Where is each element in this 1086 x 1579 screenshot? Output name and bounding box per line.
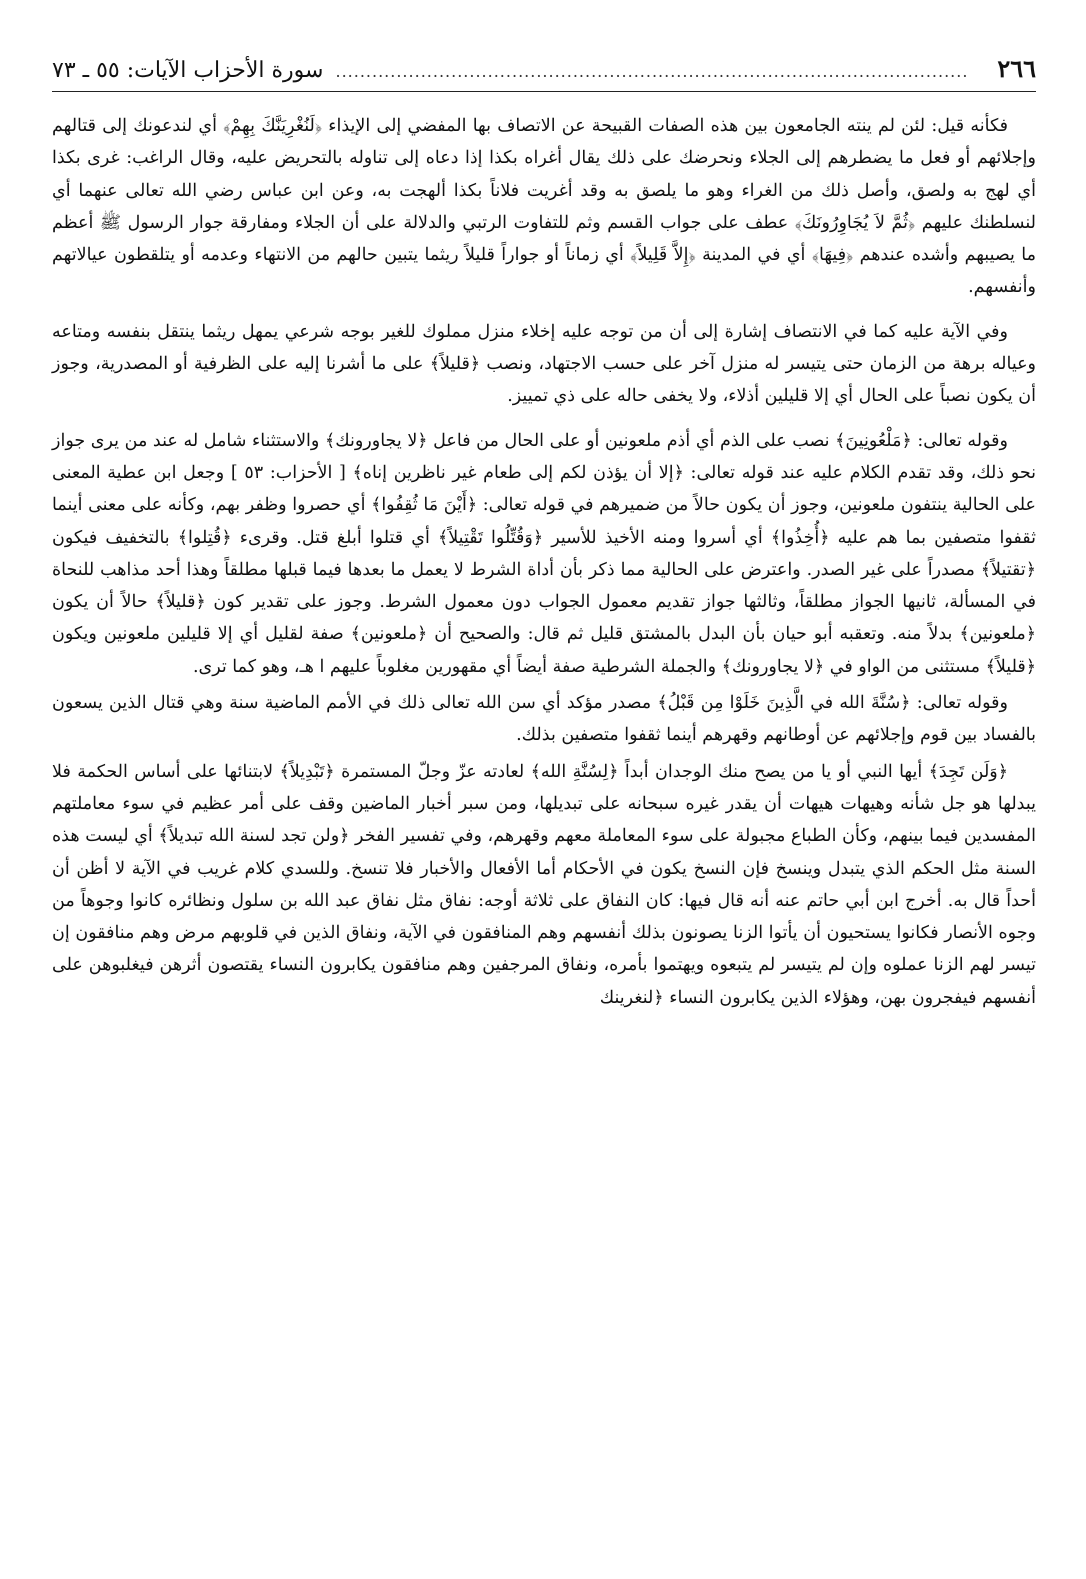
running-header <box>52 52 1036 92</box>
page <box>52 52 1036 1018</box>
paragraph-5: ﴿وَلَن تَجِدَ﴾ أيها النبي أو يا من يصح منك الوجدان أبداً ﴿لِسُنَّةِ الله﴾ لعادته عزّ وجلّ المستمرة ﴿تَبْدِيلاً﴾ لابتنائها على أساس الحكمة فلا يبدلها هو جل شأنه وهيهات هيهات أن يقدر غيره سبحانه على تبديلها، ومن سبر أخبار الماضين وقف على أمر عظيم في سوء معاملتهم المفسدين فيما بينهم، وكأن الطباع مجبولة على سوء المعاملة معهم وقهرهم، وفي تفسير الفخر ﴿ولن تجد لسنة الله تبديلاً﴾ أي ليست هذه السنة مثل الحكم الذي يتبدل وينسخ فإن النسخ يكون في الأحكام أما الأفعال والأخبار فلا تنسخ. وللسدي كلام غريب في الآية لا أظن أن أحداً قال به. أخرج ابن أبي حاتم عنه أنه قال فيها: كان النفاق على ثلاثة أوجه: نفاق مثل نفاق عبد الله بن سلول ونظائره كانوا وجوهاً من وجوه الأنصار فكانوا يستحيون أن يأتوا الزنا يصونون بذلك أنفسهم وهم المنافقون في الآية، ونفاق الذين في قلوبهم مرض وهم منافقون إن تيسر لهم الزنا عملوه وإن لم يتيسر لم يتبعوه ويهتموا بأمره، ونفاق المرجفين وهم منافقون يكابرون النساء يقتصون أثرهن فيغلبوهن على أنفسهم فيفجرون بهن، وهؤلاء الذين يكابرون النساء ﴿لنغرينك <box>52 761 1036 1008</box>
page-number: ٢٦٦ <box>997 54 1036 83</box>
running-title: سورة الأحزاب الآيات: ٥٥ ـ ٧٣ <box>52 58 324 83</box>
paragraph-1: فكأنه قيل: لئن لم ينته الجامعون بين هذه الصفات القبيحة عن الاتصاف بها المفضي إلى الإيذاء ﴿لَنُغْرِيَنَّكَ بِهِمْ﴾ أي لندعونك إلى قتالهم وإجلائهم أو فعل ما يضطرهم إلى الجلاء ونحرضك على ذلك يقال أغراه بكذا إذا دعاه إلى تناوله بالتحريض عليه، وقال الراغب: غرى بكذا أي لهج به ولصق، وأصل ذلك من الغراء وهو ما يلصق به وقد أغريت فلاناً بكذا ألهجت به، وعن ابن عباس رضي الله تعالى عنهما أي لنسلطنك عليهم ﴿ثُمَّ لاَ يُجَاوِرُونَكَ﴾ عطف على جواب القسم وثم للتفاوت الرتبي والدلالة على أن الجلاء ومفارقة جوار الرسول ﷺ أعظم ما يصيبهم وأشده عندهم ﴿فِيهَا﴾ أي في المدينة ﴿إِلاَّ قَلِيلاً﴾ أي زماناً أو جواراً قليلاً ريثما يتبين حالهم من الانتهاء وعدمه أو يتلقطون عيالاتهم وأنفسهم. <box>52 116 1036 298</box>
paragraph-2: وفي الآية عليه كما في الانتصاف إشارة إلى أن من توجه عليه إخلاء منزل مملوك للغير بوجه شرعي يمهل ريثما ينتقل بنفسه ومتاعه وعياله برهة من الزمان حتى يتيسر له منزل آخر على حسب الاجتهاد، ونصب ﴿قليلاً﴾ على ما أشرنا إليه على الظرفية أو المصدرية، وجوز أن يكون نصباً على الحال أي إلا قليلين أذلاء، ولا يخفى حاله على ذي تمييز. <box>52 321 1036 407</box>
paragraph-4: وقوله تعالى: ﴿سُنَّةَ الله في الَّذِينَ خَلَوْا مِن قَبْلُ﴾ مصدر مؤكد أي سن الله تعالى ذلك في الأمم الماضية سنة وهي قتال الذين يسعون بالفساد بين قوم وإجلائهم عن أوطانهم وقهرهم أينما ثقفوا متصفين بذلك. <box>52 693 1036 746</box>
leader-dots: ........................................................................................................ <box>335 62 969 81</box>
paragraph-3: وقوله تعالى: ﴿مَلْعُونِينَ﴾ نصب على الذم أي أذم ملعونين أو على الحال من فاعل ﴿لا يجاورونك﴾ والاستثناء شامل له عند من يرى جواز نحو ذلك، وقد تقدم الكلام عليه عند قوله تعالى: ﴿إلا أن يؤذن لكم إلى طعام غير ناظرين إناه﴾ [ الأحزاب: ٥٣ ] وجعل ابن عطية المعنى على الحالية ينتفون ملعونين، وجوز أن يكون حالاً من ضميرهم في قوله تعالى: ﴿أَيْنَ مَا ثُقِفُوا﴾ أي حصروا وظفر بهم، وكأنه على معنى أينما ثقفوا متصفين بما هم عليه ﴿أُخِذُوا﴾ أي أسروا ومنه الأخيذ للأسير ﴿وَقُتِّلُوا تَقْتِيلاً﴾ أي قتلوا أبلغ قتل. وقرىء ﴿قُتِلوا﴾ بالتخفيف فيكون ﴿تقتيلاً﴾ مصدراً على غير الصدر. واعترض على الحالية مما ذكر بأن أداة الشرط لا يعمل ما بعدها فيما قبلها مطلقاً وهذا أحد مذاهب للنحاة في المسألة، ثانيها الجواز مطلقاً، وثالثها جواز تقديم معمول الجواب دون معمول الشرط. وجوز على تقدير كون ﴿قليلاً﴾ حالاً أن يكون ﴿ملعونين﴾ بدلاً منه. وتعقبه أبو حيان بأن البدل بالمشتق قليل ثم قال: والصحيح أن ﴿ملعونين﴾ صفة لقليل أي إلا قليلين ملعونين ويكون ﴿قليلاً﴾ مستثنى من الواو في ﴿لا يجاورونك﴾ والجملة الشرطية صفة أيضاً أي مقهورين مغلوباً عليهم ا هـ، وهو كما ترى. <box>52 430 1036 677</box>
